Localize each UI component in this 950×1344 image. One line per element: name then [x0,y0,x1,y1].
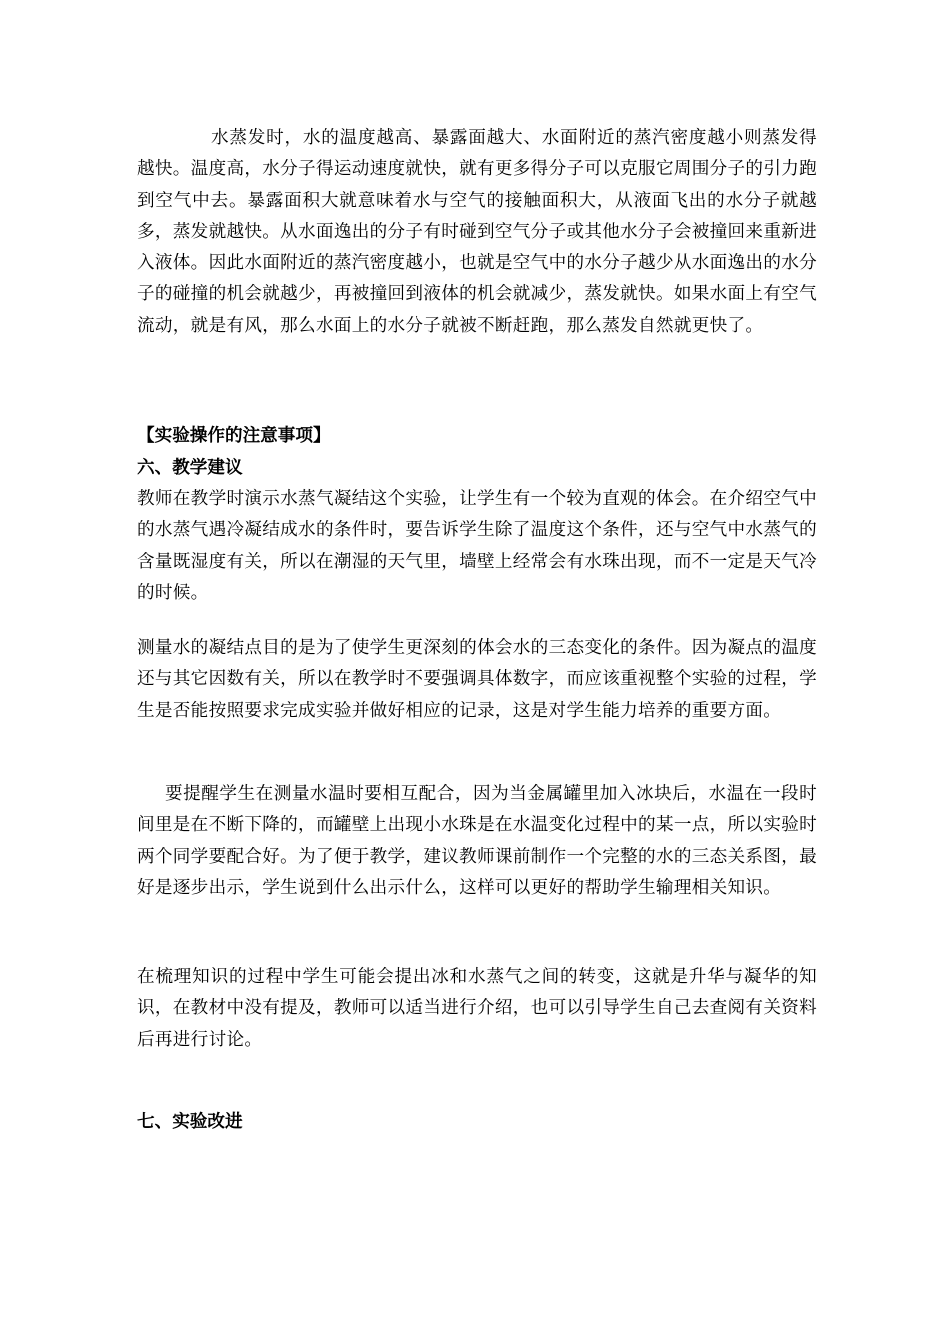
heading-teaching-suggestions: 六、教学建议 [137,457,243,478]
heading-experiment-notes: 【实验操作的注意事项】 [137,425,331,446]
paragraph-condensation-demo: 教师在教学时演示水蒸气凝结这个实验，让学生有一个较为直观的体会。在介绍空气中的水蒸气遇冷凝结成水的条件时，要告诉学生除了温度这个条件，还与空气中水蒸气的含量既湿度有关，所以在潮湿的天气里，墙壁上经常会有水珠出现，而不一定是天气冷的时候。 [137,489,817,603]
heading-experiment-improvement: 七、实验改进 [137,1111,243,1132]
paragraph-measurement-cooperation: 要提醒学生在测量水温时要相互配合，因为当金属罐里加入冰块后，水温在一段时间里是在不断下降的，而罐壁上出现小水珠是在水温变化过程中的某一点，所以实验时两个同学要配合好。为了便于教学，建议教师课前制作一个完整的水的三态关系图，最好是逐步出示，学生说到什么出示什么，这样可以更好的帮助学生输理相关知识。 [137,784,817,898]
paragraph-condensation-point: 测量水的凝结点目的是为了使学生更深刻的体会水的三态变化的条件。因为凝点的温度还与其它因数有关，所以在教学时不要强调具体数字，而应该重视整个实验的过程，学生是否能按照要求完成实验并做好相应的记录，这是对学生能力培养的重要方面。 [137,638,817,721]
paragraph-evaporation: 水蒸发时，水的温度越高、暴露面越大、水面附近的蒸汽密度越小则蒸发得越快。温度高，水分子得运动速度就快，就有更多得分子可以克服它周围分子的引力跑到空气中去。暴露面积大就意味着水与空气的接触面积大，从液面飞出的水分子就越多，蒸发就越快。从水面逸出的分子有时碰到空气分子或其他水分子会被撞回来重新进入液体。因此水面附近的蒸汽密度越小，也就是空气中的水分子越少从水面逸出的水分子的碰撞的机会就越少，再被撞回到液体的机会就减少，蒸发就快。如果水面上有空气流动，就是有风，那么水面上的水分子就被不断赶跑，那么蒸发自然就更快了。 [137,128,817,336]
paragraph-sublimation: 在梳理知识的过程中学生可能会提出冰和水蒸气之间的转变，这就是升华与凝华的知识，在教材中没有提及，教师可以适当进行介绍，也可以引导学生自己去查阅有关资料后再进行讨论。 [137,967,817,1050]
